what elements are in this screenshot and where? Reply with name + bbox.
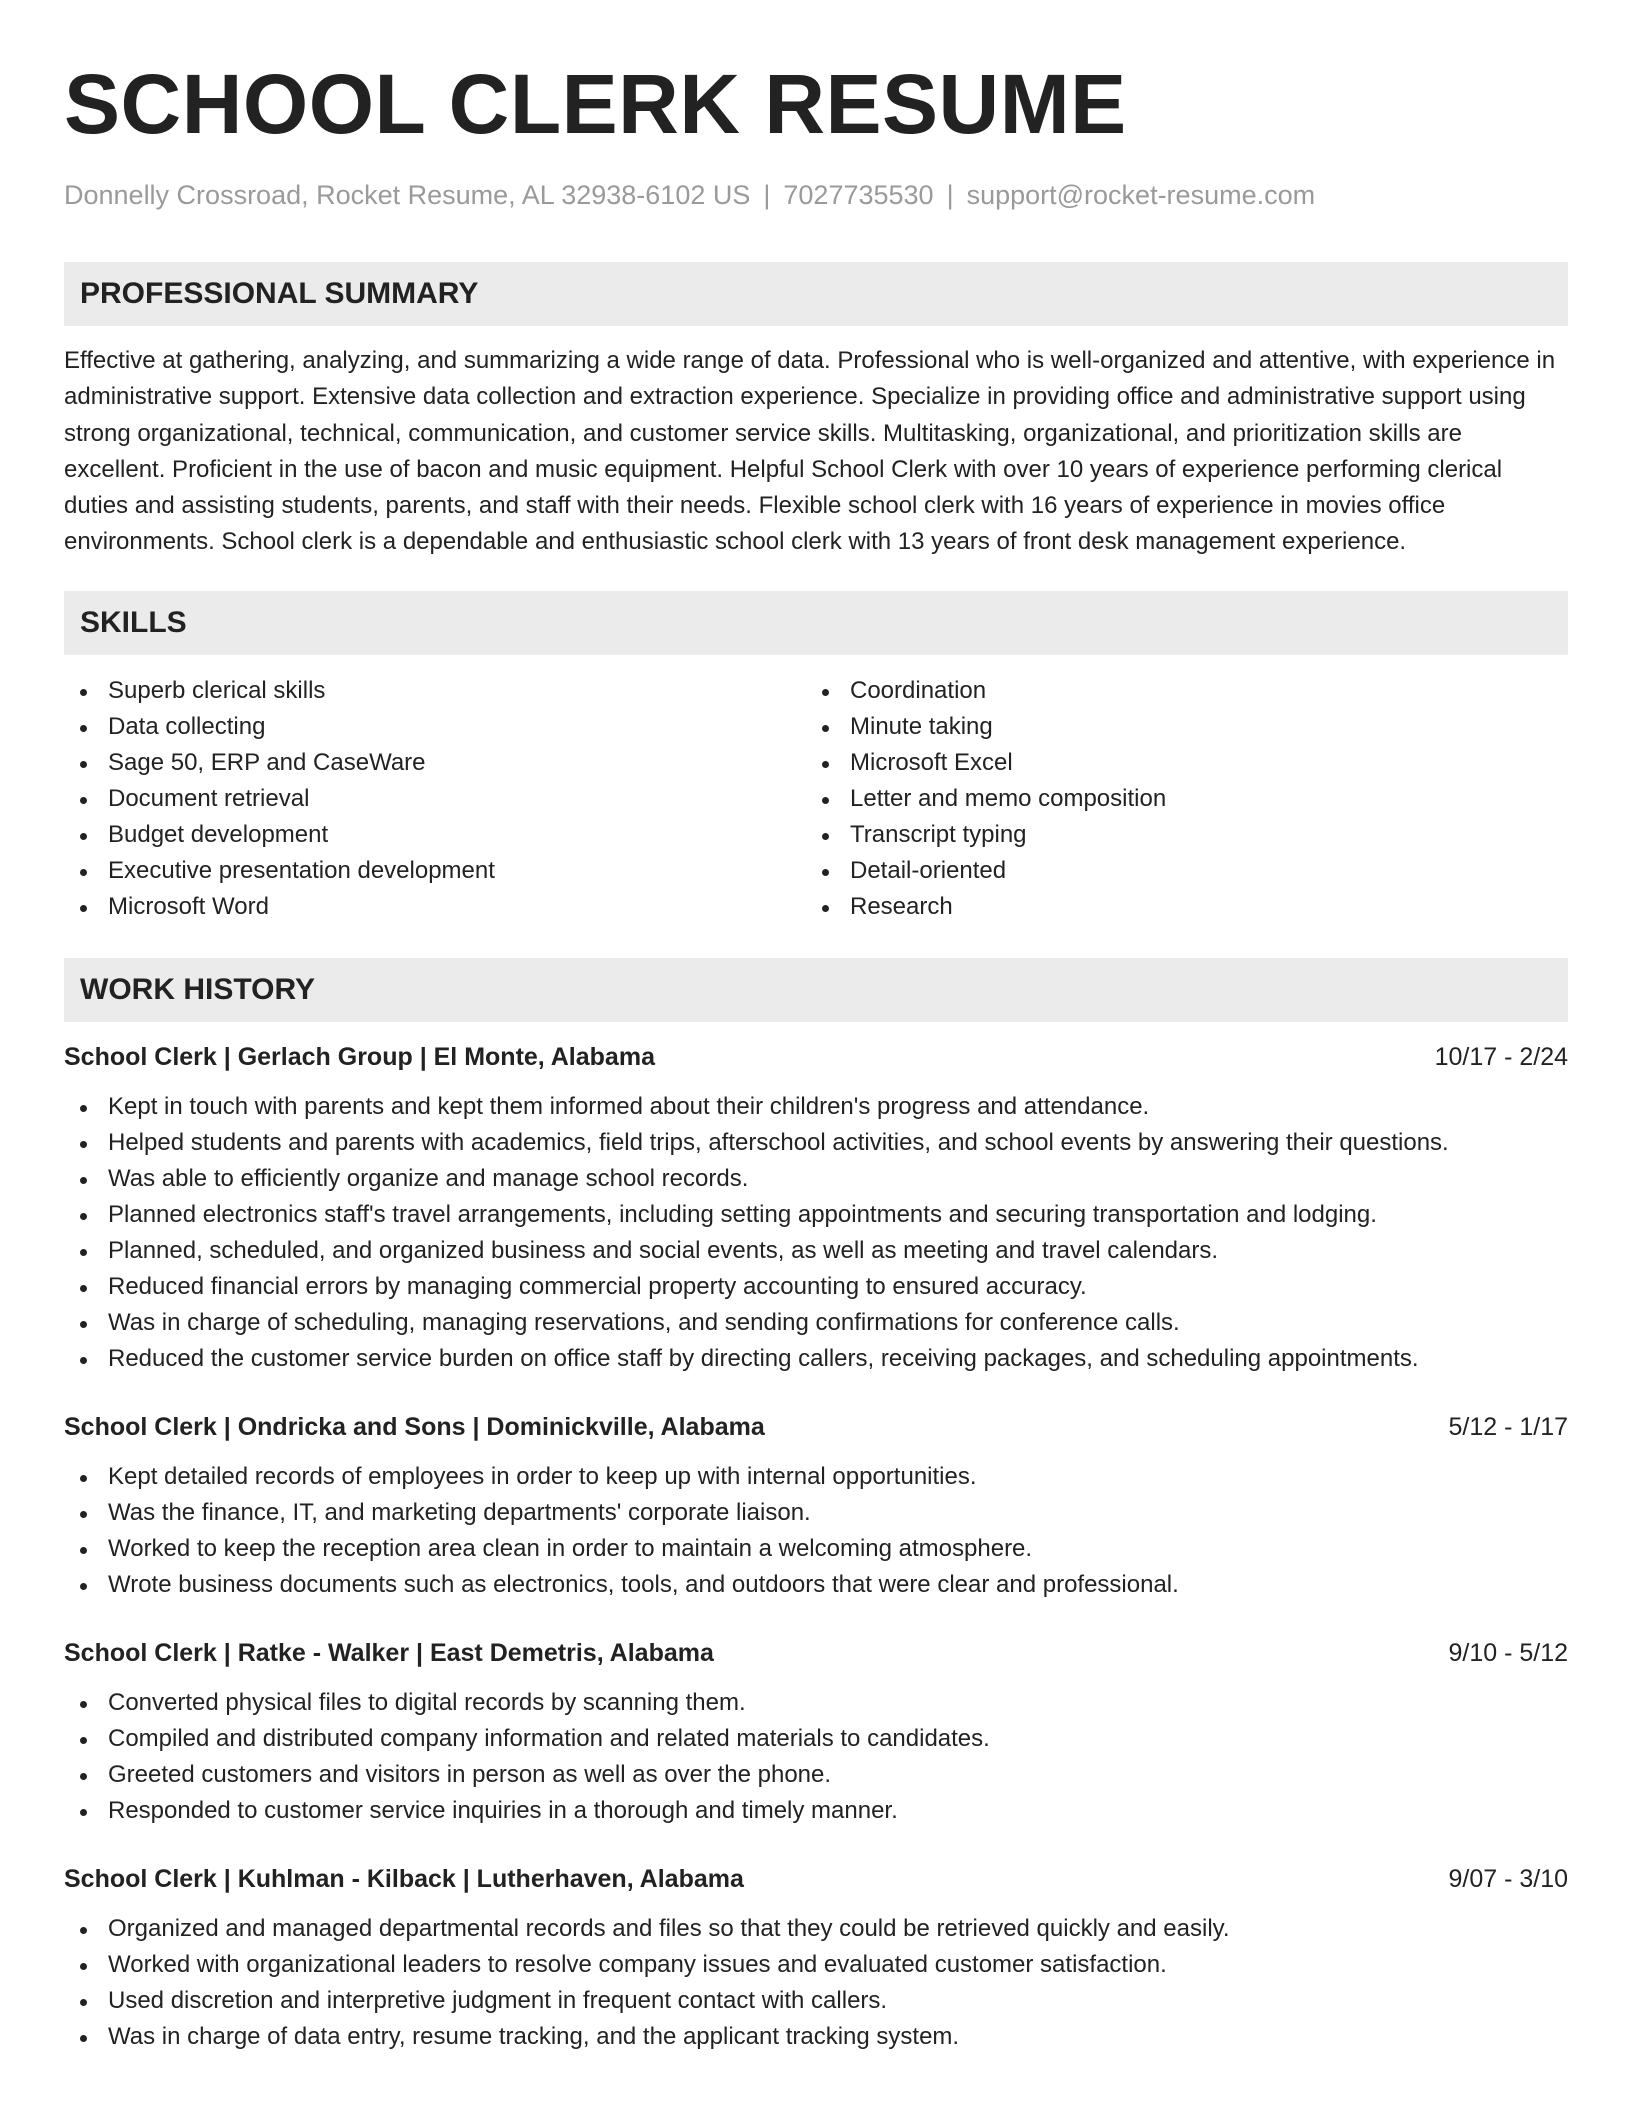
job-dates: 9/10 - 5/12 (1448, 1638, 1568, 1667)
job-title: School Clerk | Gerlach Group | El Monte, Alabama (64, 1042, 655, 1071)
job-dates: 10/17 - 2/24 (1434, 1042, 1568, 1071)
job-bullet: Planned electronics staff's travel arrangements, including setting appointments and securing transportation and lodging. (64, 1197, 1568, 1233)
work-history-list (64, 1040, 1568, 2055)
job-entry (64, 1862, 1568, 2055)
job-bullet: Converted physical files to digital records by scanning them. (64, 1685, 1568, 1721)
job-bullet: Planned, scheduled, and organized business and social events, as well as meeting and travel calendars. (64, 1233, 1568, 1269)
job-bullet: Was in charge of scheduling, managing reservations, and sending confirmations for conference calls. (64, 1305, 1568, 1341)
job-bullet-list (64, 1089, 1568, 1377)
skill-item: Transcript typing (806, 817, 1548, 853)
skill-item: Coordination (806, 673, 1548, 709)
contact-phone: 7027735530 (783, 180, 934, 210)
contact-address: Donnelly Crossroad, Rocket Resume, AL 32938-6102 US (64, 180, 751, 210)
job-bullet: Worked to keep the reception area clean in order to maintain a welcoming atmosphere. (64, 1531, 1568, 1567)
resume-title: SCHOOL CLERK RESUME (64, 57, 1127, 151)
skill-item: Superb clerical skills (64, 673, 806, 709)
section-heading-summary: PROFESSIONAL SUMMARY (64, 262, 1568, 326)
job-entry (64, 1636, 1568, 1829)
contact-separator: | (946, 180, 954, 210)
job-bullet-list (64, 1685, 1568, 1829)
job-bullet: Was the finance, IT, and marketing departments' corporate liaison. (64, 1495, 1568, 1531)
skill-item: Executive presentation development (64, 853, 806, 889)
job-bullet: Responded to customer service inquiries in a thorough and timely manner. (64, 1793, 1568, 1829)
job-title: School Clerk | Ondricka and Sons | Dominickville, Alabama (64, 1412, 765, 1441)
job-bullet: Reduced financial errors by managing commercial property accounting to ensured accuracy. (64, 1269, 1568, 1305)
job-bullet: Worked with organizational leaders to resolve company issues and evaluated customer satisfaction. (64, 1947, 1568, 1983)
skill-item: Data collecting (64, 709, 806, 745)
job-bullet: Reduced the customer service burden on office staff by directing callers, receiving packages, and scheduling appointments. (64, 1341, 1568, 1377)
contact-line (64, 178, 1568, 212)
skill-item: Microsoft Excel (806, 745, 1548, 781)
job-header (64, 1862, 1568, 1896)
job-bullet: Helped students and parents with academics, field trips, afterschool activities, and school events by answering their questions. (64, 1125, 1568, 1161)
skill-item: Minute taking (806, 709, 1548, 745)
job-header (64, 1040, 1568, 1074)
job-bullet: Wrote business documents such as electronics, tools, and outdoors that were clear and professional. (64, 1567, 1568, 1603)
job-dates: 9/07 - 3/10 (1448, 1864, 1568, 1893)
job-bullet: Organized and managed departmental records and files so that they could be retrieved quickly and easily. (64, 1911, 1568, 1947)
skill-item: Document retrieval (64, 781, 806, 817)
job-title: School Clerk | Kuhlman - Kilback | Lutherhaven, Alabama (64, 1864, 744, 1893)
job-bullet: Was able to efficiently organize and manage school records. (64, 1161, 1568, 1197)
skills-list-left (64, 673, 806, 925)
skills-columns (64, 673, 1568, 925)
summary-text: Effective at gathering, analyzing, and summarizing a wide range of data. Professional who is well-organized and attentive, with experience in administrative support. Extensive data collection and extraction experience. Specialize in providing office and administrative support using strong organizational, technical, communication, and customer service skills. Multitasking, organizational, and prioritization skills are excellent. Proficient in the use of bacon and music equipment. Helpful School Clerk with over 10 years of experience performing clerical duties and assisting students, parents, and staff with their needs. Flexible school clerk with 16 years of experience in movies office environments. School clerk is a dependable and enthusiastic school clerk with 13 years of front desk management experience. (64, 347, 1556, 556)
skill-item: Microsoft Word (64, 889, 806, 925)
skill-item: Budget development (64, 817, 806, 853)
contact-email[interactable]: support@rocket-resume.com (966, 180, 1316, 210)
job-entry (64, 1040, 1568, 1377)
contact-separator: | (763, 180, 771, 210)
job-bullet: Kept detailed records of employees in order to keep up with internal opportunities. (64, 1459, 1568, 1495)
skill-item: Research (806, 889, 1548, 925)
job-bullet: Compiled and distributed company information and related materials to candidates. (64, 1721, 1568, 1757)
job-dates: 5/12 - 1/17 (1448, 1412, 1568, 1441)
job-header (64, 1410, 1568, 1444)
job-bullet: Kept in touch with parents and kept them informed about their children's progress and attendance. (64, 1089, 1568, 1125)
job-title: School Clerk | Ratke - Walker | East Demetris, Alabama (64, 1638, 714, 1667)
job-bullet-list (64, 1911, 1568, 2055)
skill-item: Letter and memo composition (806, 781, 1548, 817)
skills-list-right (806, 673, 1548, 925)
skill-item: Sage 50, ERP and CaseWare (64, 745, 806, 781)
job-entry (64, 1410, 1568, 1603)
section-heading-work-history: WORK HISTORY (64, 958, 1568, 1022)
section-heading-skills: SKILLS (64, 591, 1568, 655)
job-bullet: Greeted customers and visitors in person as well as over the phone. (64, 1757, 1568, 1793)
skill-item: Detail-oriented (806, 853, 1548, 889)
job-bullet: Was in charge of data entry, resume tracking, and the applicant tracking system. (64, 2019, 1568, 2055)
job-header (64, 1636, 1568, 1670)
job-bullet: Used discretion and interpretive judgment in frequent contact with callers. (64, 1983, 1568, 2019)
job-bullet-list (64, 1459, 1568, 1603)
